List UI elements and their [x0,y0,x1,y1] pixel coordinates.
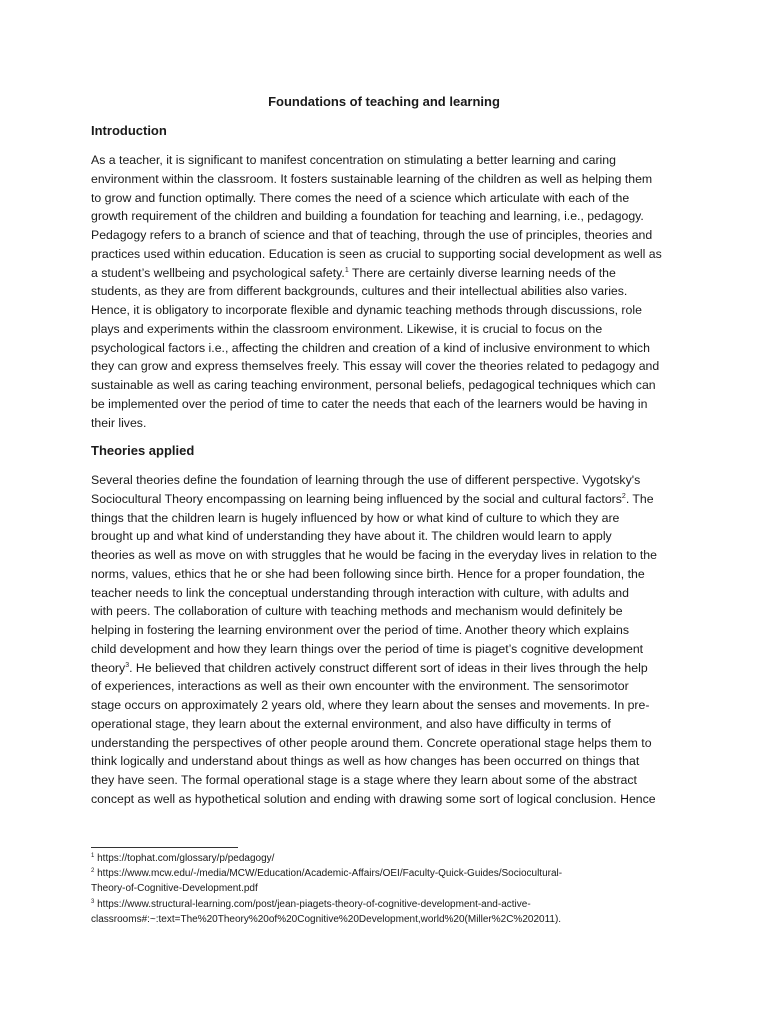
footnote-number: 1 [91,853,95,859]
text-segment: Sociocultural Theory encompassing on learning being influenced by the social and cultural factors [91,491,622,506]
text-segment: theory [91,660,126,675]
footnote-ref[interactable]: 3 [125,661,130,669]
footnote-separator [91,847,238,848]
text-line: Hence, it is obligatory to incorporate flexible and dynamic teaching methods through discussions, role [91,303,642,317]
footnote [91,866,691,881]
text-line: environment within the classroom. It fosters sustainable learning of the children as well as helping them [91,171,653,186]
text-line: growth requirement of the children and building a foundation for teaching and learning, i.e., pedagogy. [91,209,644,224]
text-line: their lives. [91,415,147,430]
section-heading-introduction: Introduction [91,123,167,138]
text-line: As a teacher, it is significant to manifest concentration on stimulating a better learning and caring [91,153,616,167]
text-segment: . He believed that children actively construct different sort of ideas in their lives through the help [129,660,648,675]
text-line: norms, values, ethics that he or she had been following since birth. Hence for a proper foundation, the [91,566,645,581]
text-line [91,264,681,283]
text-line: Pedagogy refers to a branch of science and that of teaching, through the use of principles, theories and [91,228,653,242]
text-line [91,659,681,678]
text-line: child development and how they learn things over the period of time is piaget’s cognitive development [91,641,644,656]
footnote-link[interactable]: https://www.structural-learning.com/post/jean-piagets-theory-of-cognitive-development-and-active- [94,898,531,910]
text-line: Several theories define the foundation of learning through the use of different perspective. Vygotsky's [91,473,641,487]
text-line: brought up and what kind of understanding they have about it. The children would learn to apply [91,529,612,544]
footnote-continuation [91,881,691,896]
document-title: Foundations of teaching and learning [268,94,500,109]
footnote-link[interactable]: https://tophat.com/glossary/p/pedagogy/ [94,853,275,864]
text-line: think logically and understand about things as well as how changes has been occurred on things that [91,754,640,769]
footnotes [91,851,691,927]
text-line: things that the children learn is hugely influenced by how or what kind of culture to which they are [91,510,620,525]
theories-paragraph [91,471,681,809]
footnote [91,851,691,866]
footnote-number: 3 [91,898,95,905]
text-line: students, as they are from different backgrounds, cultures and their intellectual abilities also varies. [91,284,628,299]
footnote-number: 2 [91,868,95,875]
text-line: sustainable as well as caring teaching environment, personal beliefs, pedagogical techniques which can [91,378,656,392]
text-line: teacher needs to link the conceptual understanding through interaction with culture, with adults and [91,585,629,600]
text-line [91,490,681,509]
text-line: practices used within education. Education is seen as crucial to supporting social development as well as [91,246,662,261]
text-line: helping in fostering the learning environment over the period of time. Another theory which explains [91,623,629,637]
text-line: plays and experiments within the classroom environment. Likewise, it is crucial to focus on the [91,321,603,336]
text-line: stage occurs on approximately 2 years old, where they learn about the senses and movements. In pre- [91,698,650,712]
footnote-ref[interactable]: 2 [621,492,626,500]
text-line: concept as well as hypothetical solution and ending with drawing some sort of logical conclusion. Hence [91,791,656,806]
text-line: operational stage, they learn about the external environment, and also have difficulty in terms of [91,716,611,731]
footnote-link[interactable]: Theory-of-Cognitive-Development.pdf [91,883,258,895]
text-line: theories as well as move on with struggles that he would be facing in the everyday lives in relation to the [91,548,657,562]
footnote-ref[interactable]: 1 [344,266,349,274]
text-line: to grow and function optimally. There comes the need of a science which articulate with each of the [91,190,630,205]
text-line: they can grow and express themselves freely. This essay will cover the theories related to pedagogy and [91,359,660,374]
introduction-paragraph [91,151,681,432]
text-segment: There are certainly diverse learning needs of the [348,265,616,280]
text-segment: . The [625,491,654,506]
text-line: of experiences, interactions as well as their own encounter with the environment. The sensorimotor [91,679,629,694]
footnote-continuation [91,912,691,927]
text-line: psychological factors i.e., affecting the children and creation of a kind of inclusive environment to which [91,340,650,355]
footnote-link[interactable]: https://www.mcw.edu/-/media/MCW/Education/Academic-Affairs/OEI/Faculty-Quick-Guides/Sociocultural- [94,868,563,880]
footnote [91,897,691,912]
section-heading-theories-applied: Theories applied [91,443,195,458]
text-line: understanding the perspectives of other people around them. Concrete operational stage helps them to [91,735,652,750]
footnote-link[interactable]: classrooms#:~:text=The%20Theory%20of%20Cognitive%20Development,world%20(Miller%2C%202011). [91,913,562,925]
text-segment: a student’s wellbeing and psychological safety. [91,265,345,280]
text-line: they have seen. The formal operational stage is a stage where they learn about some of the abstract [91,773,637,787]
text-line: be implemented over the period of time to cater the needs that each of the learners would be having in [91,396,648,411]
text-line: with peers. The collaboration of culture with teaching methods and mechanism would definitely be [91,604,623,619]
